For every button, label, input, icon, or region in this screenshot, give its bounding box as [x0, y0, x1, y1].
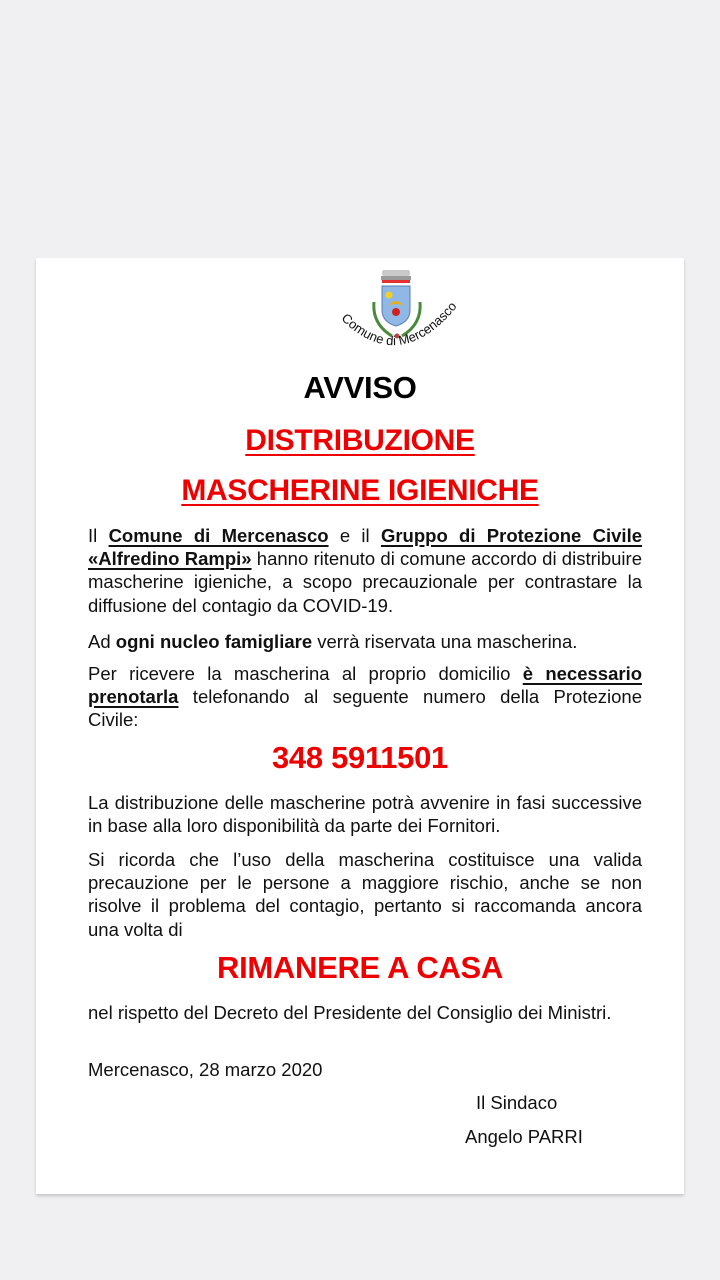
text: Ad — [88, 631, 116, 652]
notice-title-line1: DISTRIBUZIONE — [245, 424, 475, 457]
coat-of-arms-icon — [330, 266, 464, 370]
place-date: Mercenasco, 28 marzo 2020 — [88, 1059, 323, 1080]
paragraph-decree: nel rispetto del Decreto del Presidente del Consiglio dei Ministri. — [88, 1002, 612, 1023]
notice-heading: AVVISO — [303, 370, 417, 405]
notice-title-line2: MASCHERINE IGIENICHE — [181, 474, 539, 507]
signature-role: Il Sindaco — [476, 1092, 558, 1113]
booking-required-emphasis: è necessario prenotarla — [88, 663, 643, 708]
text: e il — [328, 525, 381, 546]
paragraph-booking — [88, 662, 642, 732]
stay-home-heading: RIMANERE A CASA — [217, 950, 503, 985]
text: telefonando al seguente numero della Protezione Civile: — [88, 686, 642, 731]
household-emphasis: ogni nucleo famigliare — [115, 631, 313, 652]
phone-number[interactable]: 348 5911501 — [271, 740, 448, 775]
paragraph-reminder: Si ricorda che l’uso della mascherina costituisce una valida precauzione per le persone a maggiore rischio, anche se non risolve il problema del contagio, pertanto si raccomanda ancora una volta di — [88, 849, 642, 940]
civil-protection-name: Gruppo di Protezione Civile «Alfredino Rampi» — [88, 525, 643, 570]
text: Per ricevere la mascherina al proprio domicilio — [88, 663, 523, 684]
text: hanno ritenuto di comune accordo di distribuire mascherine igieniche, a scopo precauzionale per contrastare la diffusione del contagio da COVID-19. — [88, 548, 642, 616]
paragraph-intro — [88, 524, 642, 617]
text: verrà riservata una mascherina. — [312, 631, 578, 652]
municipality-name: Comune di Mercenasco — [108, 525, 329, 546]
signature-name: Angelo PARRI — [465, 1126, 583, 1147]
document-page — [36, 258, 684, 1194]
logo-caption: Comune di Mercenasco — [338, 298, 460, 349]
text: Il — [88, 525, 109, 546]
paragraph-distribution: La distribuzione delle mascherine potrà avvenire in fasi successive in base alla loro disponibilità da parte dei Fornitori. — [88, 792, 642, 837]
paragraph-allocation — [88, 630, 642, 653]
